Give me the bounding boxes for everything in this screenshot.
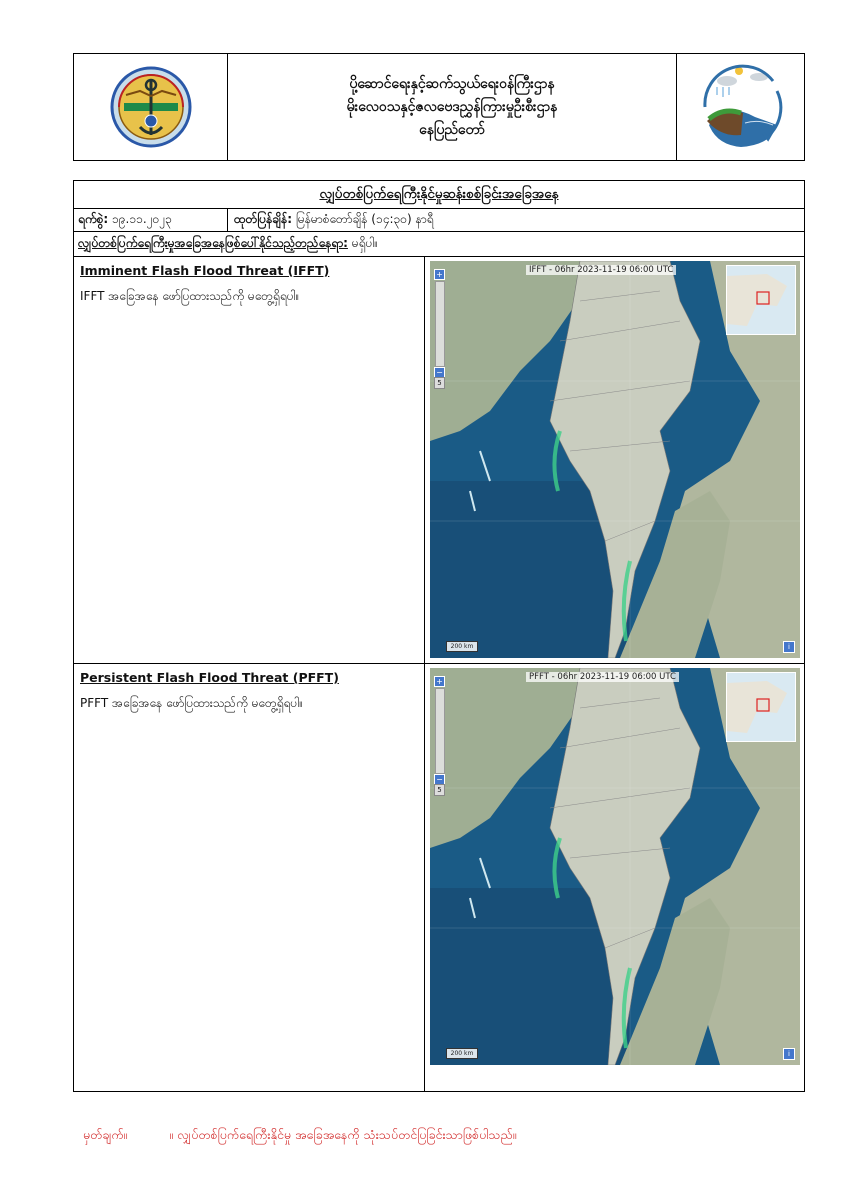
map-scale-bar: 200 km bbox=[446, 1048, 478, 1059]
overview-map[interactable] bbox=[726, 672, 796, 742]
department-seal-icon bbox=[110, 65, 192, 149]
zoom-level: 5 bbox=[434, 377, 445, 389]
pfft-note: PFFT အခြေအနေ ဖော်ပြထားသည်ကို မတွေ့ရှိရပါ။ bbox=[80, 696, 303, 710]
overview-map-image bbox=[727, 673, 795, 741]
footer-note bbox=[83, 1127, 516, 1146]
letterhead-title bbox=[228, 54, 677, 160]
issue-time-value: မြန်မာစံတော်ချိန် (၁၄:၃၀) နာရီ bbox=[295, 212, 434, 226]
zoom-slider[interactable] bbox=[435, 281, 445, 367]
ifft-section bbox=[74, 257, 804, 664]
pfft-description bbox=[74, 664, 425, 1091]
pfft-map bbox=[430, 668, 800, 1065]
zoom-in-button[interactable]: + bbox=[434, 676, 445, 687]
department-name: မိုးလေဝသနှင့်ဇလဗေဒညွှန်ကြားမှုဦးစီးဌာန bbox=[346, 98, 558, 115]
threat-area-row bbox=[74, 232, 804, 257]
pfft-section bbox=[74, 664, 804, 1091]
date-cell bbox=[74, 209, 228, 231]
date-label: ရက်စွဲ: bbox=[78, 212, 109, 226]
footer-note-label: မှတ်ချက်။ bbox=[83, 1127, 128, 1142]
date-issue-row bbox=[74, 209, 804, 232]
report-title: လျှပ်တစ်ပြက်ရေကြီးနိုင်မှုဆန်းစစ်ခြင်းအခြေအနေ bbox=[74, 181, 804, 209]
letterhead bbox=[73, 53, 805, 161]
threat-area-label: လျှပ်တစ်ပြက်ရေကြီးမှုအခြေအနေဖြစ်ပေါ်နိုင်သည့်တည်နေရာ: bbox=[78, 236, 348, 250]
pfft-map-label: PFFT - 06hr 2023-11-19 06:00 UTC bbox=[526, 672, 679, 682]
zoom-in-button[interactable]: + bbox=[434, 269, 445, 280]
department-logo-cell bbox=[74, 54, 228, 160]
ministry-name: ပို့ဆောင်ရေးနှင့်ဆက်သွယ်ရေးဝန်ကြီးဌာန bbox=[349, 75, 555, 92]
city-name: နေပြည်တော် bbox=[419, 121, 485, 138]
overview-map[interactable] bbox=[726, 265, 796, 335]
overview-map-image bbox=[727, 266, 795, 334]
ifft-map-label: IFFT - 06hr 2023-11-19 06:00 UTC bbox=[526, 265, 676, 275]
zoom-level: 5 bbox=[434, 784, 445, 796]
ifft-map bbox=[430, 261, 800, 658]
zoom-slider[interactable] bbox=[435, 688, 445, 774]
flash-flood-assessment-table bbox=[73, 180, 805, 1092]
zoom-out-button[interactable]: − bbox=[434, 367, 445, 378]
zoom-out-button[interactable]: − bbox=[434, 774, 445, 785]
date-value: ၁၉.၁၁.၂၀၂၃ bbox=[112, 212, 172, 226]
ifft-name: Imminent Flash Flood Threat (IFFT) bbox=[80, 263, 330, 278]
map-scale-bar: 200 km bbox=[446, 641, 478, 652]
info-icon[interactable]: i bbox=[783, 641, 795, 653]
footer-note-text: ။ လျှပ်တစ်ပြက်ရေကြီးနိုင်မှု အခြေအနေကို သုံးသပ်တင်ပြခြင်းသာဖြစ်ပါသည်။ bbox=[169, 1127, 517, 1142]
issue-time-cell bbox=[228, 209, 804, 231]
info-icon[interactable]: i bbox=[783, 1048, 795, 1060]
threat-area-value: မရှိပါ။ bbox=[351, 236, 379, 250]
issue-time-label: ထုတ်ပြန်ချိန်: bbox=[234, 212, 293, 226]
water-cycle-icon bbox=[693, 61, 789, 153]
ifft-note: IFFT အခြေအနေ ဖော်ပြထားသည်ကို မတွေ့ရှိရပါ။ bbox=[80, 289, 300, 303]
ifft-description bbox=[74, 257, 425, 663]
pfft-name: Persistent Flash Flood Threat (PFFT) bbox=[80, 670, 339, 685]
hydrology-logo-cell bbox=[677, 54, 804, 160]
